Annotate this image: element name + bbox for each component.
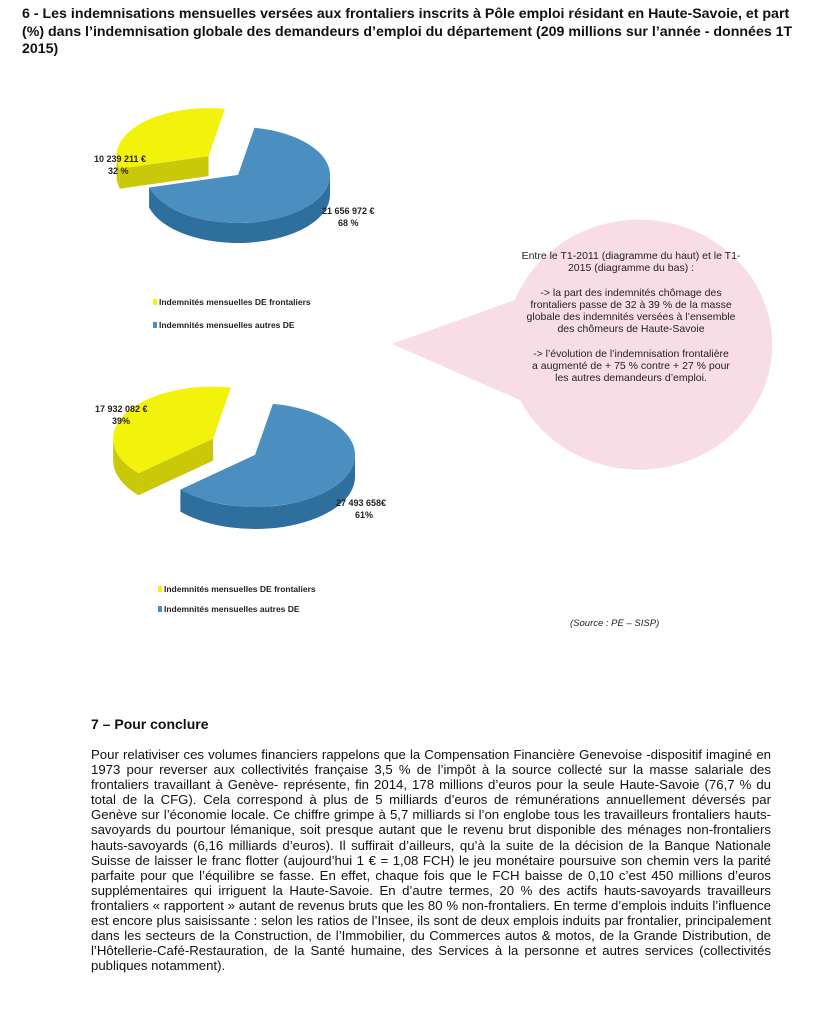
bubble-paragraph-evolution: -> l’évolution de l’indemnisation frontalière a augmenté de + 75 % contre + 27 % pour les autres demandeurs d’emploi. [532, 347, 730, 385]
pie2-legend-swatch-autres [158, 606, 162, 612]
pie2-value-label-frontaliers: 17 932 082 € [95, 404, 148, 414]
pie2-value-label-autres: 27 493 658€ [336, 498, 387, 508]
pie2-legend-swatch-frontaliers [158, 586, 162, 592]
pie2-pct-label-autres: 61% [355, 510, 374, 520]
section-heading: 6 - Les indemnisations mensuelles versées aux frontaliers inscrits à Pôle emploi résidant en Haute-Savoie, et part (%) dans l’indemnisation globale des demandeurs d’emploi du département (209 millions sur l’année - données 1T 2015) [22, 6, 793, 57]
pie1-pct-label-frontaliers: 32 % [108, 166, 129, 176]
pie1-value-label-frontaliers: 10 239 211 € [94, 154, 147, 164]
conclusion-title: 7 – Pour conclure [91, 716, 209, 732]
pie1-legend-frontaliers: Indemnités mensuelles DE frontaliers [159, 297, 311, 307]
pie-chart-2015 [113, 387, 355, 529]
bubble-paragraph-share: -> la part des indemnités chômage des frontaliers passe de 32 à 39 % de la masse globale des indemnités versées à l’ensemble des chômeurs de Haute-Savoie [526, 286, 736, 336]
pie2-legend-frontaliers: Indemnités mensuelles DE frontaliers [164, 584, 316, 594]
pie1-legend-autres: Indemnités mensuelles autres DE [159, 320, 295, 330]
pie1-pct-label-autres: 68 % [338, 218, 359, 228]
pie1-value-label-autres: 21 656 972 € [322, 206, 375, 216]
pie1-legend-swatch-autres [153, 322, 157, 328]
source-note: (Source : PE – SISP) [570, 618, 660, 629]
conclusion-body: Pour relativiser ces volumes financiers rappelons que la Compensation Financière Genevoise -dispositif imaginé en 1973 pour reverser aux collectivités française 3,5 % de l’impôt à la source collecté sur la masse salariale des frontaliers travaillant à Genève- représente, fin 2014, 178 millions d’euros pour la seule Haute-Savoie (76,7 % du total de la CFG). Cela correspond à plus de 5 milliards d’euros de rémunérations annuellement déversés par Genève sur l’économie locale. Ce chiffre grimpe à 5,7 milliards si l’on englobe tous les travailleurs frontaliers hauts-savoyards du pourtour lémanique, soit presque autant que le revenu brut disponible des ménages non-frontaliers hauts-savoyards (6,16 milliards d’euros). Il suffirait d’ailleurs, qu’à la suite de la décision de la Banque Nationale Suisse de laisser le franc flotter (aujourd’hui 1 € = 1,08 FCH) le jeu monétaire poursuive son chemin vers la parité parfaite pour que l’équilibre se fasse. En effet, chaque fois que le FCH baisse de 0,10 c’est 450 millions d’euros supplémentaires qui irriguent la Haute-Savoie. En d’autre termes, 20 % des actifs hauts-savoyards travailleurs frontaliers « rapportent » autant de revenus bruts que les 80 % non-frontaliers. En terme d’emplois induits l’influence est encore plus saisissante : selon les ratios de l’Insee, ils sont de deux emplois induits par frontalier, principalement dans les secteurs de la Construction, de l’Immobilier, du Commerces autos & motos, de la Grande Distribution, de l’Hôtellerie-Café-Restauration, de la Santé humaine, des Services à la personne et autres services (collectivités publiques notamment). [91, 747, 771, 974]
bubble-text [520, 250, 742, 397]
pie-chart-2011 [117, 108, 330, 243]
pie1-legend-swatch-frontaliers [153, 299, 157, 305]
bubble-paragraph-intro: Entre le T1-2011 (diagramme du haut) et le T1-2015 (diagramme du bas) : [521, 250, 741, 275]
pie2-legend-autres: Indemnités mensuelles autres DE [164, 604, 300, 614]
pie2-pct-label-frontaliers: 39% [112, 416, 131, 426]
